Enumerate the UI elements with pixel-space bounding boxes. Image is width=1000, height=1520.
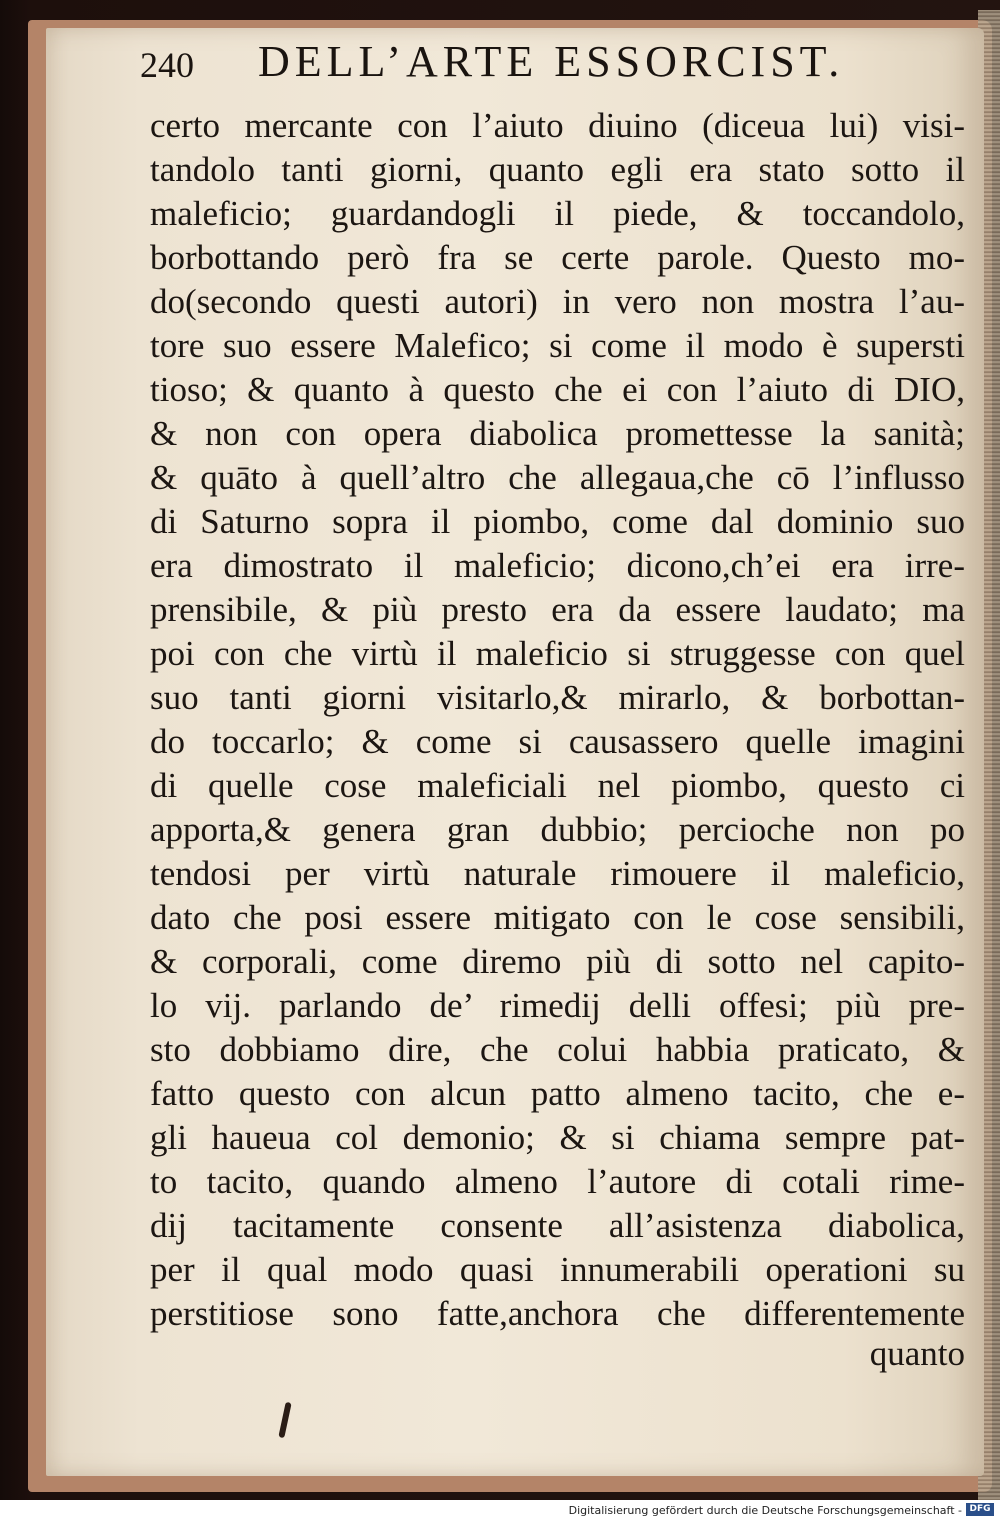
text-line: lo vij. parlando de’ rimedij delli offesi; più pre-	[150, 986, 965, 1025]
text-line: maleficio; guardandogli il piede, & toccandolo,	[150, 194, 965, 233]
text-line: borbottando però fra se certe parole. Questo mo-	[150, 238, 965, 277]
body-text	[150, 104, 965, 1336]
text-line: apporta,& genera gran dubbio; percioche non po	[150, 810, 965, 849]
text-line: fatto questo con alcun patto almeno tacito, che e-	[150, 1074, 965, 1113]
catchword: quanto	[869, 1334, 965, 1373]
text-line: suo tanti giorni visitarlo,& mirarlo, & borbottan-	[150, 678, 965, 717]
text-line: perstitiose sono fatte,anchora che differentemente	[150, 1294, 965, 1333]
text-line: certo mercante con l’aiuto diuino (diceua lui) visi-	[150, 106, 965, 145]
text-line: & quāto à quell’altro che allegaua,che cō l’influsso	[150, 458, 965, 497]
text-line: dij tacitamente consente all’asistenza diabolica,	[150, 1206, 965, 1245]
text-line: per il qual modo quasi innumerabili operationi su	[150, 1250, 965, 1289]
text-line: poi con che virtù il maleficio si struggesse con quel	[150, 634, 965, 673]
footer-bar	[0, 1500, 1000, 1520]
text-line: & non con opera diabolica promettesse la sanità;	[150, 414, 965, 453]
text-line: gli haueua col demonio; & si chiama sempre pat-	[150, 1118, 965, 1157]
page-header	[140, 36, 940, 92]
text-line: do(secondo questi autori) in vero non mostra l’au-	[150, 282, 965, 321]
page-number: 240	[140, 45, 194, 85]
text-line: di quelle cose maleficiali nel piombo, questo ci	[150, 766, 965, 805]
text-line: to tacito, quando almeno l’autore di cotali rime-	[150, 1162, 965, 1201]
text-line: di Saturno sopra il piombo, come dal dominio suo	[150, 502, 965, 541]
text-line: dato che posi essere mitigato con le cose sensibili,	[150, 898, 965, 937]
running-title: DELL’ARTE ESSORCIST.	[258, 37, 845, 86]
text-line: sto dobbiamo dire, che colui habbia praticato, &	[150, 1030, 965, 1069]
text-line: tendosi per virtù naturale rimouere il maleficio,	[150, 854, 965, 893]
dfg-logo: DFG	[966, 1503, 994, 1516]
text-line: tore suo essere Malefico; si come il modo è supersti	[150, 326, 965, 365]
funding-note: Digitalisierung gefördert durch die Deutsche Forschungsgemeinschaft -	[568, 1504, 962, 1517]
text-line: & corporali, come diremo più di sotto nel capito-	[150, 942, 965, 981]
text-line: era dimostrato il maleficio; dicono,ch’ei era irre-	[150, 546, 965, 585]
text-line: prensibile, & più presto era da essere laudato; ma	[150, 590, 965, 629]
text-line: tandolo tanti giorni, quanto egli era stato sotto il	[150, 150, 965, 189]
text-line: tioso; & quanto à questo che ei con l’aiuto di DIO,	[150, 370, 965, 409]
text-line: do toccarlo; & come si causassero quelle imagini	[150, 722, 965, 761]
